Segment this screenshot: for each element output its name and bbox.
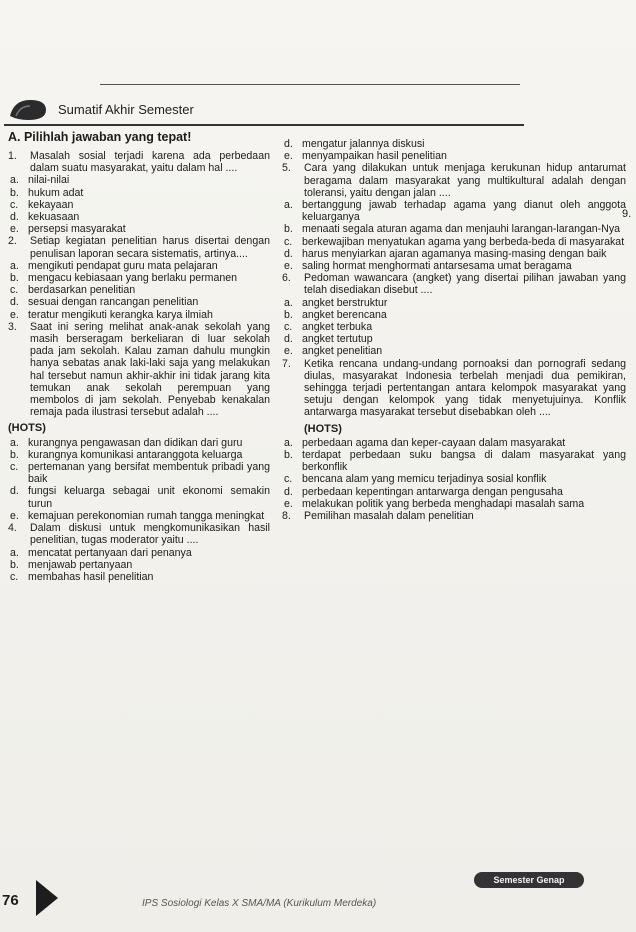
option-d[interactable]: d. angket tertutup bbox=[284, 333, 373, 346]
option-a[interactable]: a. nilai-nilai bbox=[10, 174, 70, 187]
option-a[interactable]: a. mengikuti pendapat guru mata pelajaran bbox=[10, 259, 218, 272]
option-d[interactable]: d. mengatur jalannya diskusi bbox=[284, 138, 425, 150]
question-4 bbox=[8, 522, 270, 583]
option-e[interactable]: e. teratur mengikuti kerangka karya ilmiah bbox=[10, 308, 213, 321]
option-e[interactable]: e. persepsi masyarakat bbox=[10, 223, 126, 236]
option-d[interactable]: d. sesuai dengan rancangan penelitian bbox=[10, 296, 199, 309]
triangle-marker-icon bbox=[36, 880, 58, 916]
option-e[interactable]: e. kemajuan perekonomian rumah tangga meningkat bbox=[10, 509, 265, 522]
question-text: Masalah sosial terjadi karena ada perbedaan dalam suatu masyarakat, yaitu dalam hal .... bbox=[30, 150, 270, 175]
footer-book-title: IPS Sosiologi Kelas X SMA/MA (Kurikulum Merdeka) bbox=[142, 898, 377, 909]
option-c[interactable]: c. pertemanan yang bersifat membentuk pribadi yang baik bbox=[10, 461, 270, 486]
option-c[interactable]: c. bencana alam yang memicu terjadinya sosial konflik bbox=[284, 473, 547, 486]
question-number: 3. bbox=[8, 320, 17, 333]
semester-badge: Semester Genap bbox=[474, 872, 584, 888]
hots-label: (HOTS) bbox=[304, 422, 342, 435]
option-b[interactable]: b. kurangnya komunikasi antaranggota keluarga bbox=[10, 448, 243, 461]
option-d[interactable]: d. kekuasaan bbox=[10, 211, 80, 224]
question-5 bbox=[282, 162, 626, 272]
option-b[interactable]: b. menaati segala aturan agama dan menjauhi larangan-larangan-Nya bbox=[284, 223, 621, 236]
dark-bubble-icon bbox=[8, 96, 48, 122]
option-c[interactable]: c. kekayaan bbox=[10, 198, 74, 211]
option-a[interactable]: a. angket berstruktur bbox=[284, 296, 388, 309]
option-c[interactable]: c. berkewajiban menyatukan agama yang berbeda-beda di masyarakat bbox=[284, 235, 625, 248]
question-number: 2. bbox=[8, 235, 17, 248]
question-text: Pedoman wawancara (angket) yang disertai pilihan jawaban yang telah disediakan disebut .... bbox=[304, 272, 626, 297]
option-b[interactable]: b. menjawab pertanyaan bbox=[10, 558, 133, 571]
side-page-number: 9. bbox=[622, 208, 632, 220]
option-d[interactable]: d. harus menyiarkan ajaran agamanya masing-masing dengan baik bbox=[284, 247, 607, 260]
question-text: Dalam diskusi untuk mengkomunikasikan hasil penelitian, tugas moderator yaitu .... bbox=[30, 522, 270, 547]
question-4-continued bbox=[282, 138, 626, 162]
question-7 bbox=[282, 358, 626, 510]
section-title: A. Pilihlah jawaban yang tepat! bbox=[8, 130, 192, 144]
option-d[interactable]: d. perbedaan kepentingan antarwarga dengan pengusaha bbox=[284, 485, 563, 498]
question-text: Ketika rencana undang-undang pornoaksi dan pornografi sedang diulas, masyarakat Indonesia terbelah menjadi dua pemikiran, sehingga terjadi pertentangan antara kelompok masyarakat yang setuju dengan kelompok yang tidak menyetujuinya. Konflik antarwarga masyarakat tersebut disebabkan oleh .... bbox=[304, 357, 626, 419]
option-a[interactable]: a. mencatat pertanyaan dari penanya bbox=[10, 546, 192, 559]
question-6 bbox=[282, 272, 626, 357]
option-e[interactable]: e. menyampaikan hasil penelitian bbox=[284, 150, 447, 163]
question-number: 5. bbox=[282, 162, 291, 175]
option-c[interactable]: c. angket terbuka bbox=[284, 321, 373, 334]
option-c[interactable]: c. berdasarkan penelitian bbox=[10, 284, 136, 297]
option-e[interactable]: e. melakukan politik yang berbeda menghadapi masalah sama bbox=[284, 497, 585, 510]
question-number: 7. bbox=[282, 357, 291, 370]
option-b[interactable]: b. terdapat perbedaan suku bangsa di dalam masyarakat yang berkonflik bbox=[284, 449, 626, 474]
top-divider bbox=[100, 84, 520, 85]
option-c[interactable]: c. membahas hasil penelitian bbox=[10, 570, 154, 583]
option-e[interactable]: e. saling hormat menghormati antarsesama umat beragama bbox=[284, 260, 572, 273]
question-text: Saat ini sering melihat anak-anak sekolah yang masih berseragam berkeliaran di luar sekolah pada jam sekolah. Kalau zaman dahulu mungkin hanya sebatas anak laki-laki saja yang melakukan hal tersebut namun akhir-akhir ini tidak jarang kita temukan anak sekolah perempuan yang membolos di jam sekolah. Penyebab kenakalan remaja pada ilustrasi tersebut adalah .... bbox=[30, 320, 270, 419]
left-column bbox=[8, 150, 270, 583]
header-rule bbox=[4, 124, 524, 126]
question-number: 6. bbox=[282, 272, 291, 285]
option-a[interactable]: a. kurangnya pengawasan dan didikan dari guru bbox=[10, 436, 243, 449]
option-a[interactable]: a. perbedaan agama dan keper-cayaan dalam masyarakat bbox=[284, 436, 566, 449]
question-3 bbox=[8, 321, 270, 522]
question-2 bbox=[8, 235, 270, 320]
question-number: 1. bbox=[8, 150, 17, 162]
question-text: Setiap kegiatan penelitian harus disertai dengan penulisan laporan secara sistematis, artinya.... bbox=[30, 235, 270, 260]
question-text: Cara yang dilakukan untuk menjaga kerukunan hidup antarumat beragama dalam masyarakat yang multikultural adalah dengan toleransi, yaitu dengan jalan .... bbox=[304, 162, 626, 199]
page-number: 76 bbox=[2, 892, 19, 909]
header-title: Sumatif Akhir Semester bbox=[58, 102, 194, 117]
question-number: 4. bbox=[8, 522, 17, 535]
question-number: 8. bbox=[282, 510, 291, 523]
question-1 bbox=[8, 150, 270, 235]
option-b[interactable]: b. hukum adat bbox=[10, 186, 84, 199]
option-b[interactable]: b. mengacu kebiasaan yang berlaku permanen bbox=[10, 272, 238, 285]
right-column bbox=[282, 138, 626, 522]
option-e[interactable]: e. angket penelitian bbox=[284, 345, 383, 358]
question-8 bbox=[282, 510, 626, 522]
option-d[interactable]: d. fungsi keluarga sebagai unit ekonomi semakin turun bbox=[10, 485, 270, 510]
question-text: Pemilihan masalah dalam penelitian bbox=[304, 510, 474, 523]
section-header bbox=[4, 96, 534, 122]
option-a[interactable]: a. bertanggung jawab terhadap agama yang dianut oleh anggota keluarganya bbox=[284, 199, 626, 224]
hots-label: (HOTS) bbox=[8, 422, 46, 435]
option-b[interactable]: b. angket berencana bbox=[284, 308, 387, 321]
